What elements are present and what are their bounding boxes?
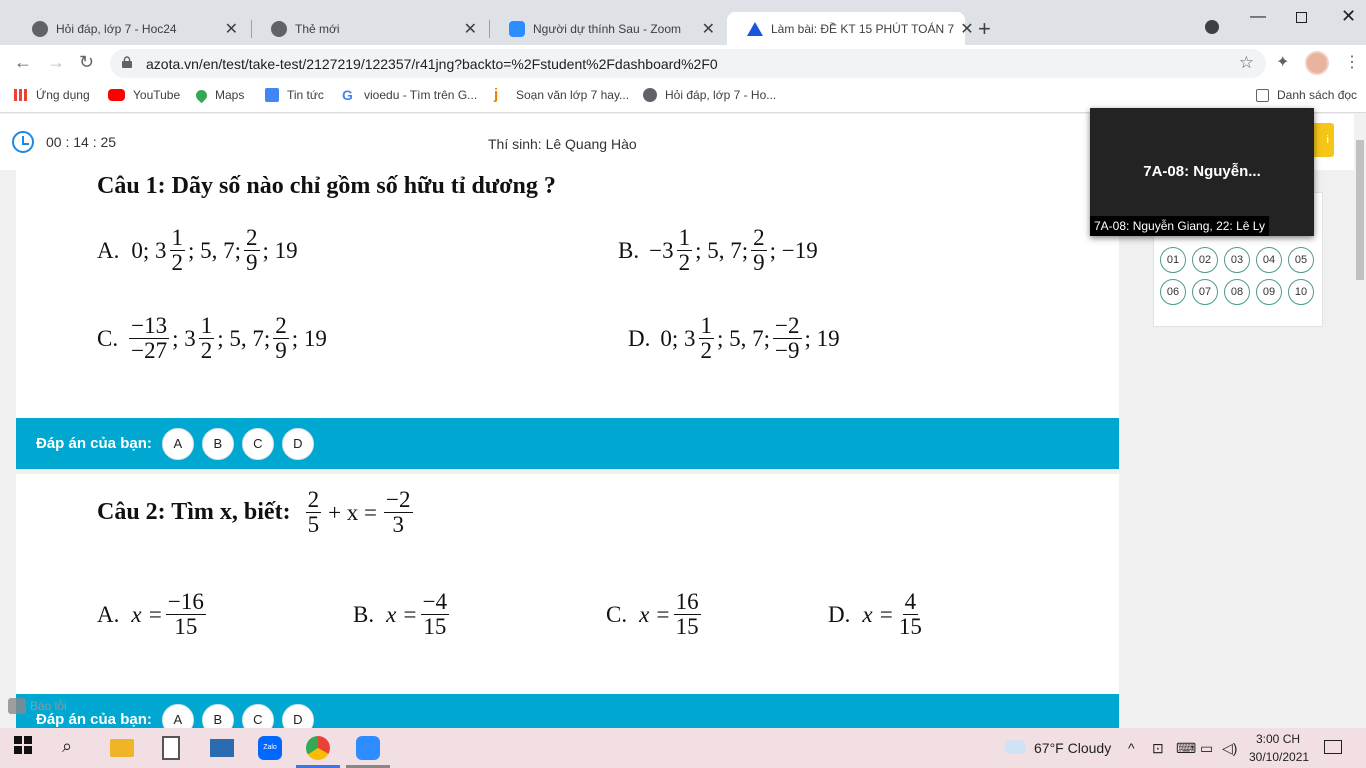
zoom-participant-name: 7A-08: Nguyễn... bbox=[1143, 163, 1261, 180]
question-2-card bbox=[16, 474, 1119, 694]
meet-now-icon[interactable]: ⊡ bbox=[1152, 740, 1164, 756]
bookmark-label: Soạn văn lớp 7 hay... bbox=[516, 88, 630, 102]
numerator: 1 bbox=[200, 313, 213, 338]
fraction bbox=[421, 590, 449, 639]
reload-icon[interactable]: ↻ bbox=[79, 52, 95, 72]
numerator: −16 bbox=[167, 589, 204, 614]
bookmark-maps[interactable] bbox=[196, 88, 244, 102]
numerator: 1 bbox=[678, 225, 691, 250]
globe-icon bbox=[643, 88, 657, 102]
zoom-icon bbox=[509, 21, 525, 37]
option-text: x = bbox=[639, 601, 671, 627]
network-icon[interactable]: ▭ bbox=[1200, 740, 1214, 756]
avatar[interactable] bbox=[1305, 51, 1329, 75]
bookmark-label: Maps bbox=[215, 88, 245, 102]
q2-choice-b[interactable]: B bbox=[202, 704, 234, 736]
reading-list[interactable] bbox=[1256, 88, 1357, 102]
answer-label: Đáp án của bạn: bbox=[36, 435, 152, 452]
numerator: 2 bbox=[246, 225, 258, 250]
denominator: 2 bbox=[678, 250, 691, 276]
clock-time[interactable]: 3:00 CH bbox=[1256, 732, 1301, 746]
numerator: −13 bbox=[131, 313, 168, 338]
q1-choice-d[interactable]: D bbox=[282, 428, 314, 460]
q1-choice-b[interactable]: B bbox=[202, 428, 234, 460]
more-menu-icon[interactable]: ⋮ bbox=[1344, 54, 1360, 71]
globe-icon bbox=[271, 21, 287, 37]
tab-new[interactable] bbox=[251, 12, 487, 45]
zoom-caption: 7A-08: Nguyễn Giang, 22: Lê Ly bbox=[1090, 216, 1269, 236]
youtube-icon bbox=[108, 89, 125, 101]
fraction bbox=[166, 590, 206, 639]
option-letter: C. bbox=[97, 325, 119, 351]
q1-choice-a[interactable]: A bbox=[162, 428, 194, 460]
option-text: 0; 3 bbox=[131, 237, 167, 263]
numerator: 1 bbox=[171, 225, 184, 250]
tab-azota[interactable] bbox=[727, 12, 974, 45]
bookmark-label: Hỏi đáp, lớp 7 - Ho... bbox=[665, 88, 777, 102]
address-toolbar bbox=[0, 45, 1366, 81]
volume-icon[interactable]: ◁) bbox=[1222, 740, 1238, 756]
denominator: 9 bbox=[275, 338, 287, 364]
reading-list-icon bbox=[1256, 89, 1269, 102]
denominator: 3 bbox=[392, 512, 404, 538]
numerator: 2 bbox=[753, 225, 765, 250]
nav-question-05[interactable]: 05 bbox=[1288, 247, 1314, 273]
tab-title: Hỏi đáp, lớp 7 - Hoc24 bbox=[56, 21, 177, 36]
url-text: azota.vn/en/test/take-test/2127219/122357/r41jng?backto=%2Fstudent%2Fdashboard%2F0 bbox=[146, 55, 718, 72]
option-letter: D. bbox=[628, 325, 651, 351]
answer-label: Đáp án của bạn: bbox=[36, 711, 152, 728]
tab-title: Làm bài: ĐỀ KT 15 PHÚT TOÁN 7 bbox=[771, 21, 955, 36]
scrollbar-thumb[interactable] bbox=[1356, 140, 1364, 280]
denominator: 15 bbox=[898, 614, 922, 640]
candidate-name: Thí sinh: Lê Quang Hào bbox=[488, 136, 637, 152]
windows-start-icon[interactable] bbox=[14, 736, 38, 760]
denominator: 9 bbox=[246, 250, 258, 276]
nav-question-10[interactable]: 10 bbox=[1288, 279, 1314, 305]
q1-option-d bbox=[628, 314, 840, 363]
fraction bbox=[384, 488, 412, 537]
extensions-icon[interactable]: ✦ bbox=[1276, 54, 1290, 71]
option-text: x = bbox=[386, 601, 418, 627]
bookmark-label: Tin tức bbox=[287, 88, 324, 102]
fraction bbox=[677, 226, 693, 275]
address-bar[interactable] bbox=[110, 49, 1266, 78]
close-icon[interactable]: ✕ bbox=[224, 20, 238, 38]
option-text: ; −19 bbox=[769, 237, 818, 263]
q2-option-c bbox=[606, 590, 704, 639]
report-icon bbox=[8, 698, 26, 714]
tab-search-icon[interactable] bbox=[1205, 20, 1219, 34]
maps-pin-icon bbox=[194, 87, 210, 103]
nav-question-06[interactable]: 06 bbox=[1160, 279, 1186, 305]
nav-question-09[interactable]: 09 bbox=[1256, 279, 1282, 305]
fraction bbox=[306, 488, 322, 537]
input-method-icon[interactable]: ⌨ bbox=[1176, 740, 1197, 756]
option-text: ; 5, 7; bbox=[188, 237, 242, 263]
nav-question-08[interactable]: 08 bbox=[1224, 279, 1250, 305]
report-error-button[interactable] bbox=[8, 698, 67, 714]
tab-hoc24[interactable] bbox=[12, 12, 248, 45]
chevron-up-icon[interactable]: ^ bbox=[1128, 740, 1135, 756]
fraction bbox=[244, 226, 260, 275]
submit-label: i bbox=[1326, 134, 1329, 146]
fraction bbox=[751, 226, 767, 275]
close-icon[interactable]: ✕ bbox=[463, 20, 477, 38]
denominator: 5 bbox=[307, 512, 320, 538]
option-text: ; 3 bbox=[172, 325, 196, 351]
option-letter: D. bbox=[828, 601, 851, 627]
q1-option-c bbox=[97, 314, 327, 363]
equation-text: + x = bbox=[328, 499, 378, 525]
apps-grid-icon bbox=[14, 89, 28, 101]
tab-title: Thẻ mới bbox=[295, 21, 340, 36]
denominator: 15 bbox=[675, 614, 699, 640]
option-text: ; 5, 7; bbox=[695, 237, 749, 263]
fraction bbox=[674, 590, 701, 639]
denominator: 2 bbox=[200, 338, 213, 364]
bookmark-apps[interactable] bbox=[14, 88, 90, 102]
numerator: 2 bbox=[275, 313, 287, 338]
question-1-card bbox=[16, 170, 1119, 418]
j-logo-icon: j bbox=[494, 86, 499, 103]
report-label: Báo lỗi bbox=[30, 699, 67, 713]
denominator: 9 bbox=[753, 250, 765, 276]
fraction bbox=[699, 314, 715, 363]
bookmark-label: Danh sách đọc bbox=[1277, 88, 1358, 102]
denominator: −9 bbox=[775, 338, 800, 364]
option-letter: B. bbox=[353, 601, 375, 627]
numerator: 2 bbox=[307, 487, 320, 512]
clock-icon bbox=[12, 131, 34, 153]
numerator: 4 bbox=[904, 589, 917, 614]
option-text: ; 5, 7; bbox=[217, 325, 271, 351]
nav-question-03[interactable]: 03 bbox=[1224, 247, 1250, 273]
q1-option-b bbox=[618, 226, 818, 275]
bookmark-youtube[interactable] bbox=[108, 88, 180, 102]
bookmark-vioedu[interactable] bbox=[342, 88, 477, 102]
option-text: ; 19 bbox=[804, 325, 840, 351]
search-icon[interactable]: ⌕ bbox=[62, 736, 73, 756]
question-2-heading bbox=[97, 488, 416, 537]
numerator: −4 bbox=[422, 589, 448, 614]
numerator: −2 bbox=[775, 313, 800, 338]
option-text: ; 19 bbox=[291, 325, 327, 351]
tab-zoom[interactable] bbox=[489, 12, 725, 45]
zoom-app-icon[interactable] bbox=[356, 736, 380, 760]
bookmark-star-icon[interactable]: ☆ bbox=[1238, 53, 1254, 72]
numerator: 1 bbox=[700, 313, 713, 338]
nav-question-04[interactable]: 04 bbox=[1256, 247, 1282, 273]
numerator: −2 bbox=[386, 487, 411, 512]
tab-title: Người dự thính Sau - Zoom bbox=[533, 21, 681, 36]
option-letter: A. bbox=[97, 237, 120, 263]
google-icon: G bbox=[342, 87, 353, 103]
fraction bbox=[170, 226, 186, 275]
bookmark-news[interactable] bbox=[265, 88, 324, 102]
control-panel-icon[interactable] bbox=[210, 739, 234, 757]
q2-option-d bbox=[828, 590, 927, 639]
q1-option-a bbox=[97, 226, 298, 275]
close-window-button[interactable]: ✕ bbox=[1341, 6, 1357, 26]
timer-text: 00 : 14 : 25 bbox=[46, 134, 117, 150]
lock-icon bbox=[122, 56, 132, 68]
bookmark-label: vioedu - Tìm trên G... bbox=[364, 88, 478, 102]
minimize-button[interactable]: — bbox=[1250, 8, 1266, 25]
denominator: −27 bbox=[131, 338, 168, 364]
q2-option-a bbox=[97, 590, 209, 639]
notepad-icon[interactable] bbox=[162, 736, 180, 760]
bookmark-hoidap[interactable] bbox=[643, 88, 776, 102]
timer bbox=[12, 131, 116, 153]
option-text: −3 bbox=[649, 237, 674, 263]
zalo-icon[interactable]: Zalo bbox=[258, 736, 282, 760]
close-icon[interactable]: ✕ bbox=[960, 20, 974, 38]
notifications-icon[interactable] bbox=[1324, 740, 1342, 754]
nav-question-01[interactable]: 01 bbox=[1160, 247, 1186, 273]
file-explorer-icon[interactable] bbox=[110, 739, 134, 757]
option-letter: C. bbox=[606, 601, 628, 627]
fraction bbox=[129, 314, 169, 363]
option-text: ; 19 bbox=[262, 237, 298, 263]
azota-icon bbox=[747, 22, 763, 36]
denominator: 2 bbox=[171, 250, 184, 276]
zoom-video-window[interactable] bbox=[1090, 108, 1314, 236]
denominator: 15 bbox=[174, 614, 198, 640]
fraction bbox=[199, 314, 215, 363]
globe-icon bbox=[32, 21, 48, 37]
weather-text[interactable]: 67°F Cloudy bbox=[1034, 740, 1112, 756]
q2-option-b bbox=[353, 590, 452, 639]
new-tab-button[interactable]: + bbox=[978, 16, 991, 41]
clock-date[interactable]: 30/10/2021 bbox=[1249, 750, 1310, 764]
numerator: 16 bbox=[675, 589, 699, 614]
option-letter: A. bbox=[97, 601, 120, 627]
q2-choice-d[interactable]: D bbox=[282, 704, 314, 736]
fraction bbox=[773, 314, 801, 363]
denominator: 15 bbox=[423, 614, 447, 640]
q1-answer-bar bbox=[16, 418, 1119, 469]
question-1-text: Câu 1: Dãy số nào chỉ gồm số hữu tỉ dương ? bbox=[97, 173, 556, 199]
nav-question-02[interactable]: 02 bbox=[1192, 247, 1218, 273]
option-text: x = bbox=[131, 601, 163, 627]
fraction bbox=[273, 314, 289, 363]
bookmark-label: Ứng dụng bbox=[36, 88, 90, 102]
chrome-icon[interactable] bbox=[306, 736, 330, 760]
option-text: ; 5, 7; bbox=[717, 325, 771, 351]
tab-bar bbox=[0, 0, 1366, 45]
q1-choice-c[interactable]: C bbox=[242, 428, 274, 460]
question-2-equation bbox=[303, 488, 416, 537]
option-letter: B. bbox=[618, 237, 640, 263]
maximize-button[interactable] bbox=[1296, 12, 1307, 23]
fraction bbox=[897, 590, 924, 639]
bookmark-label: YouTube bbox=[133, 88, 181, 102]
back-icon[interactable]: ← bbox=[14, 52, 32, 72]
q2-choice-a[interactable]: A bbox=[162, 704, 194, 736]
news-icon bbox=[265, 88, 279, 102]
option-text: x = bbox=[862, 601, 894, 627]
page-scrollbar[interactable] bbox=[1354, 114, 1366, 728]
option-text: 0; 3 bbox=[660, 325, 696, 351]
q2-choice-c[interactable]: C bbox=[242, 704, 274, 736]
nav-question-07[interactable]: 07 bbox=[1192, 279, 1218, 305]
close-icon[interactable]: ✕ bbox=[701, 20, 715, 38]
bookmark-soanvan[interactable] bbox=[494, 88, 629, 102]
weather-cloud-icon bbox=[1004, 740, 1026, 754]
windows-taskbar bbox=[0, 728, 1366, 768]
denominator: 2 bbox=[700, 338, 713, 364]
question-2-text: Câu 2: Tìm x, biết: bbox=[97, 499, 291, 526]
forward-icon[interactable]: → bbox=[47, 52, 65, 72]
